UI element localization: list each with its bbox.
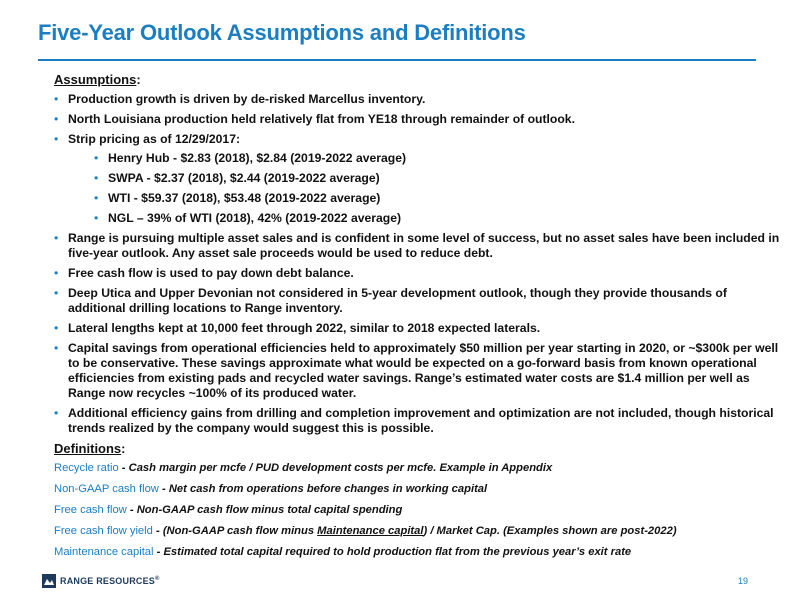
maintenance-capital-reference: Maintenance capital [317, 525, 424, 537]
assumptions-heading-label: Assumptions [54, 72, 137, 87]
logo-registered-mark: ® [155, 576, 160, 582]
strip-price-item: • Henry Hub - $2.83 (2018), $2.84 (2019-2022 average) [94, 151, 780, 166]
page-title: Five-Year Outlook Assumptions and Definitions [38, 20, 526, 45]
definitions-heading [54, 441, 780, 457]
logo-text [60, 576, 160, 586]
definition-text: - Estimated total capital required to hold production flat from the previous year’s exit rate [153, 546, 632, 558]
definition-text: - Cash margin per mcfe / PUD development costs per mcfe. Example in Appendix [118, 462, 553, 474]
definition-term: Recycle ratio [54, 462, 119, 474]
range-resources-logo [42, 574, 160, 588]
definitions-heading-label: Definitions [54, 441, 122, 456]
definition-recycle-ratio [54, 461, 780, 475]
definition-text [153, 525, 677, 537]
definition-maintenance-capital [54, 545, 780, 559]
assumption-item: • Free cash flow is used to pay down debt balance. [54, 266, 780, 281]
assumption-item: • Production growth is driven by de-risked Marcellus inventory. [54, 92, 780, 107]
assumption-item-strip-pricing [54, 132, 780, 226]
definition-text: - Non-GAAP cash flow minus total capital spending [126, 504, 403, 516]
assumption-item: • North Louisiana production held relatively flat from YE18 through remainder of outlook. [54, 112, 780, 127]
definition-term: Maintenance capital [54, 546, 154, 558]
assumption-item: • Capital savings from operational efficiencies held to approximately $50 million per year starting in 2020, or ~$300k per well to be conservative. These savings approximate what would be expected on a go-forward basis from known operational efficiencies from existing pads and recycled water savings. Range’s estimated water costs are $1.4 million per well as Range now recycles ~100% of its produced water. [54, 341, 780, 401]
page-number: 19 [738, 576, 749, 586]
assumption-item: • Lateral lengths kept at 10,000 feet through 2022, similar to 2018 expected laterals. [54, 321, 780, 336]
assumption-item: • Deep Utica and Upper Devonian not considered in 5-year development outlook, though they provide thousands of additional drilling locations to Range inventory. [54, 286, 780, 316]
strip-price-item: • WTI - $59.37 (2018), $53.48 (2019-2022 average) [94, 191, 780, 206]
definition-term: Non-GAAP cash flow [54, 483, 159, 495]
definitions-heading-colon: : [121, 441, 126, 456]
definition-text-post: ) / Market Cap. (Examples shown are post-2022) [423, 525, 677, 537]
assumptions-heading [54, 72, 780, 88]
logo-wordmark: RANGE RESOURCES [60, 576, 156, 586]
assumption-item-label: Strip pricing as of 12/29/2017: [68, 132, 241, 146]
definition-term: Free cash flow [54, 504, 127, 516]
definition-text: - Net cash from operations before changes in working capital [158, 483, 488, 495]
strip-pricing-list [68, 151, 780, 226]
assumption-item: • Range is pursuing multiple asset sales and is confident in some level of success, but no asset sales have been included in five-year outlook. Any asset sale proceeds would be used to reduce debt. [54, 231, 780, 261]
strip-price-item: • SWPA - $2.37 (2018), $2.44 (2019-2022 average) [94, 171, 780, 186]
assumptions-list [54, 92, 780, 436]
strip-price-item: • NGL – 39% of WTI (2018), 42% (2019-2022 average) [94, 211, 780, 226]
definition-text-pre: - (Non-GAAP cash flow minus [152, 525, 318, 537]
assumptions-heading-colon: : [136, 72, 141, 87]
title-divider [38, 59, 756, 61]
range-logo-icon [42, 574, 56, 588]
definition-free-cash-flow-yield [54, 524, 780, 538]
assumption-item: • Additional efficiency gains from drilling and completion improvement and optimization are not included, though historical trends realized by the company would suggest this is possible. [54, 406, 780, 436]
definition-free-cash-flow [54, 503, 780, 517]
slide-content [54, 68, 780, 566]
definition-term: Free cash flow yield [54, 525, 153, 537]
definition-non-gaap-cash-flow [54, 482, 780, 496]
